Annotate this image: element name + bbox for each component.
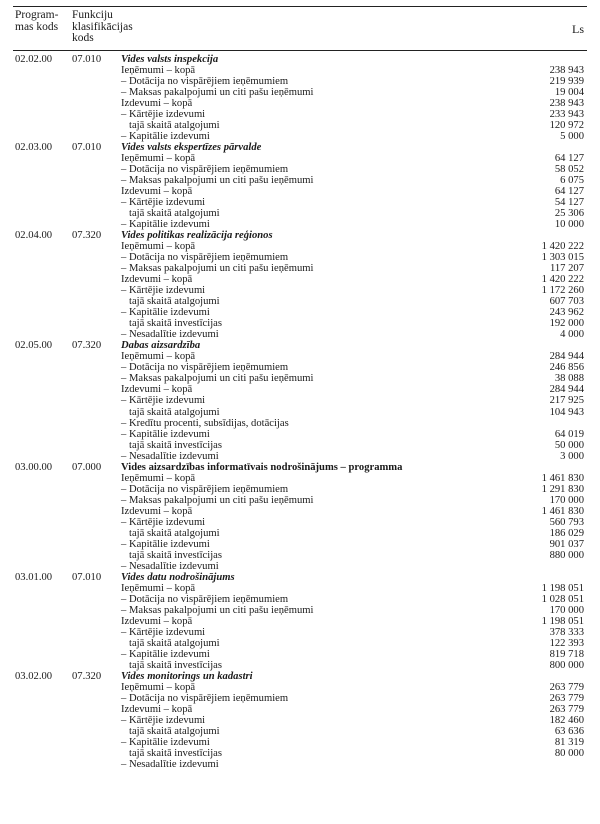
program-code: 02.05.00 (15, 340, 53, 352)
line-label: tajā skaitā investīcijas (129, 439, 222, 451)
budget-line (0, 715, 600, 726)
budget-line (0, 296, 600, 307)
line-label: – Maksas pakalpojumi un citi pašu ieņēmumi (121, 263, 314, 275)
budget-line (0, 164, 600, 175)
line-value: 170 000 (549, 604, 584, 616)
line-label: Izdevumi – kopā (121, 384, 193, 396)
program-code: 03.01.00 (15, 571, 53, 583)
line-value: 607 703 (549, 296, 584, 308)
line-label: tajā skaitā investīcijas (129, 659, 222, 671)
line-value: 64 019 (554, 428, 584, 440)
line-label: – Nesadalītie izdevumi (121, 329, 219, 341)
section-title-row (0, 340, 600, 351)
budget-line (0, 495, 600, 506)
line-label: Izdevumi – kopā (121, 186, 193, 198)
line-value: 182 460 (549, 714, 584, 726)
line-label: Ieņēmumi – kopā (121, 65, 196, 77)
budget-line (0, 561, 600, 572)
line-value: 5 000 (560, 131, 584, 143)
line-label: – Maksas pakalpojumi un citi pašu ieņēmumi (121, 373, 314, 385)
line-label: – Dotācija no vispārējiem ieņēmumiem (121, 483, 289, 495)
budget-line (0, 120, 600, 131)
line-label: tajā skaitā investīcijas (129, 318, 222, 330)
line-label: tajā skaitā atalgojumi (129, 725, 220, 737)
line-value: 1 198 051 (541, 582, 584, 594)
budget-line (0, 263, 600, 274)
line-value: 1 028 051 (541, 593, 584, 605)
line-value: 1 420 222 (541, 274, 584, 286)
budget-table (0, 54, 600, 770)
line-value: 263 779 (549, 681, 584, 693)
section-title: Vides valsts ekspertīzes pārvalde (121, 142, 262, 154)
line-label: Izdevumi – kopā (121, 505, 193, 517)
budget-line (0, 395, 600, 406)
line-value: 25 306 (554, 208, 584, 220)
line-label: tajā skaitā atalgojumi (129, 208, 220, 220)
line-value: 122 393 (549, 637, 584, 649)
function-code: 07.320 (72, 230, 102, 242)
line-value: 284 944 (549, 351, 584, 363)
line-value: 6 075 (560, 175, 584, 187)
budget-line (0, 153, 600, 164)
line-value: 64 127 (554, 186, 584, 198)
budget-line (0, 418, 600, 429)
budget-line (0, 616, 600, 627)
budget-line (0, 693, 600, 704)
line-label: tajā skaitā atalgojumi (129, 296, 220, 308)
budget-line (0, 682, 600, 693)
line-value: 80 000 (554, 747, 584, 759)
line-label: – Nesadalītie izdevumi (121, 560, 219, 572)
budget-line (0, 351, 600, 362)
section-title: Vides valsts inspekcija (121, 54, 219, 65)
function-code: 07.000 (72, 461, 102, 473)
line-value: 63 636 (554, 725, 584, 737)
top-rule (13, 6, 587, 7)
budget-line (0, 384, 600, 395)
section-title: Vides monitorings un kadastri (121, 670, 253, 682)
line-label: – Kārtējie izdevumi (121, 285, 206, 297)
line-label: – Maksas pakalpojumi un citi pašu ieņēmumi (121, 87, 314, 99)
section-title-row (0, 462, 600, 473)
line-value: 117 207 (549, 263, 584, 275)
line-label: Ieņēmumi – kopā (121, 241, 196, 253)
line-label: – Kapitālie izdevumi (121, 219, 210, 231)
section-title-row (0, 230, 600, 241)
function-code: 07.320 (72, 670, 102, 682)
line-value: 50 000 (554, 439, 584, 451)
line-value: 186 029 (549, 527, 584, 539)
line-label: – Kārtējie izdevumi (121, 626, 206, 638)
program-code: 03.00.00 (15, 461, 53, 473)
program-code: 02.04.00 (15, 230, 53, 242)
line-value: 378 333 (549, 626, 584, 638)
line-value: 120 972 (549, 120, 584, 132)
budget-line (0, 362, 600, 373)
line-value: 58 052 (554, 164, 584, 176)
line-value: 800 000 (549, 659, 584, 671)
line-label: – Kārtējie izdevumi (121, 395, 206, 407)
budget-line (0, 186, 600, 197)
budget-line (0, 208, 600, 219)
budget-line (0, 241, 600, 252)
line-value: 19 004 (554, 87, 584, 99)
budget-line (0, 329, 600, 340)
budget-line (0, 175, 600, 186)
line-value: 243 962 (549, 307, 584, 319)
line-label: – Kapitālie izdevumi (121, 648, 210, 660)
budget-line (0, 660, 600, 671)
line-value: 1 461 830 (541, 505, 584, 517)
line-label: tajā skaitā atalgojumi (129, 637, 220, 649)
program-code: 03.02.00 (15, 670, 53, 682)
budget-line (0, 98, 600, 109)
budget-line (0, 252, 600, 263)
budget-line (0, 539, 600, 550)
line-label: tajā skaitā atalgojumi (129, 406, 220, 418)
line-label: Izdevumi – kopā (121, 274, 193, 286)
program-code: 02.03.00 (15, 142, 53, 154)
budget-line (0, 109, 600, 120)
line-value: 284 944 (549, 384, 584, 396)
section-title: Vides politikas realizācija reģionos (121, 230, 273, 242)
line-label: – Kārtējie izdevumi (121, 109, 206, 121)
budget-line (0, 649, 600, 660)
line-value: 104 943 (549, 406, 584, 418)
section-title: Vides aizsardzības informatīvais nodrošinājums – programma (121, 461, 403, 473)
line-label: – Kārtējie izdevumi (121, 197, 206, 209)
line-value: 1 303 015 (541, 252, 584, 264)
budget-line (0, 517, 600, 528)
line-value: 560 793 (549, 516, 584, 528)
function-code: 07.010 (72, 54, 102, 65)
line-label: Izdevumi – kopā (121, 98, 193, 110)
budget-line (0, 583, 600, 594)
budget-line (0, 307, 600, 318)
line-label: – Dotācija no vispārējiem ieņēmumiem (121, 76, 289, 88)
line-value: 4 000 (560, 329, 584, 341)
budget-line (0, 429, 600, 440)
line-value: 880 000 (549, 549, 584, 561)
line-value: 1 172 260 (541, 285, 584, 297)
budget-line (0, 274, 600, 285)
line-label: tajā skaitā investīcijas (129, 747, 222, 759)
line-label: – Kapitālie izdevumi (121, 538, 210, 550)
line-label: – Dotācija no vispārējiem ieņēmumiem (121, 252, 289, 264)
line-label: Ieņēmumi – kopā (121, 582, 196, 594)
budget-line (0, 726, 600, 737)
section-title-row (0, 671, 600, 682)
budget-line (0, 285, 600, 296)
budget-line (0, 65, 600, 76)
budget-line (0, 407, 600, 418)
budget-line (0, 737, 600, 748)
line-value: 54 127 (554, 197, 584, 209)
function-code: 07.010 (72, 571, 102, 583)
section-title: Vides datu nodrošinājums (121, 571, 235, 583)
program-code: 02.02.00 (15, 54, 53, 65)
line-value: 192 000 (549, 318, 584, 330)
budget-line (0, 638, 600, 649)
line-value: 263 779 (549, 703, 584, 715)
line-value: 217 925 (549, 395, 584, 407)
line-label: tajā skaitā atalgojumi (129, 527, 220, 539)
budget-line (0, 594, 600, 605)
budget-line (0, 131, 600, 142)
budget-line (0, 506, 600, 517)
line-label: – Dotācija no vispārējiem ieņēmumiem (121, 593, 289, 605)
line-label: Ieņēmumi – kopā (121, 472, 196, 484)
line-label: Ieņēmumi – kopā (121, 153, 196, 165)
budget-line (0, 528, 600, 539)
line-label: – Kapitālie izdevumi (121, 307, 210, 319)
line-value: 819 718 (549, 648, 584, 660)
line-label: – Dotācija no vispārējiem ieņēmumiem (121, 692, 289, 704)
budget-line (0, 197, 600, 208)
budget-line (0, 219, 600, 230)
line-value: 219 939 (549, 76, 584, 88)
line-label: – Nesadalītie izdevumi (121, 450, 219, 462)
line-label: Izdevumi – kopā (121, 615, 193, 627)
section-title-row (0, 142, 600, 153)
line-value: 1 198 051 (541, 615, 584, 627)
budget-line (0, 473, 600, 484)
header-function-code: Funkciju klasifikācijas kods (72, 9, 133, 44)
line-value: 263 779 (549, 692, 584, 704)
function-code: 07.320 (72, 340, 102, 352)
budget-line (0, 87, 600, 98)
line-label: – Kārtējie izdevumi (121, 516, 206, 528)
line-value: 3 000 (560, 450, 584, 462)
line-label: – Kapitālie izdevumi (121, 736, 210, 748)
line-value: 170 000 (549, 494, 584, 506)
line-value: 246 856 (549, 362, 584, 374)
budget-line (0, 440, 600, 451)
budget-line (0, 484, 600, 495)
budget-line (0, 550, 600, 561)
line-label: – Dotācija no vispārējiem ieņēmumiem (121, 362, 289, 374)
line-value: 233 943 (549, 109, 584, 121)
line-value: 238 943 (549, 98, 584, 110)
line-label: – Kredītu procenti, subsīdijas, dotācijas (121, 417, 289, 429)
budget-line (0, 76, 600, 87)
section-title-row (0, 572, 600, 583)
header-program-code: Program- mas kods (15, 9, 59, 33)
line-label: Ieņēmumi – kopā (121, 681, 196, 693)
line-label: – Nesadalītie izdevumi (121, 759, 219, 770)
line-value: 10 000 (554, 219, 584, 231)
budget-line (0, 704, 600, 715)
function-code: 07.010 (72, 142, 102, 154)
line-label: – Kapitālie izdevumi (121, 428, 210, 440)
header-rule (13, 50, 587, 51)
line-label: – Kārtējie izdevumi (121, 714, 206, 726)
line-value: 1 420 222 (541, 241, 584, 253)
line-label: – Maksas pakalpojumi un citi pašu ieņēmumi (121, 175, 314, 187)
section-title-row (0, 54, 600, 65)
line-value: 81 319 (554, 736, 584, 748)
line-value: 1 291 830 (541, 483, 584, 495)
line-label: – Maksas pakalpojumi un citi pašu ieņēmumi (121, 604, 314, 616)
section-title: Dabas aizsardzība (121, 340, 201, 352)
budget-line (0, 627, 600, 638)
line-value: 901 037 (549, 538, 584, 550)
line-value: 38 088 (554, 373, 584, 385)
line-label: Izdevumi – kopā (121, 703, 193, 715)
line-label: – Dotācija no vispārējiem ieņēmumiem (121, 164, 289, 176)
line-label: tajā skaitā investīcijas (129, 549, 222, 561)
line-value: 238 943 (549, 65, 584, 77)
line-label: Ieņēmumi – kopā (121, 351, 196, 363)
budget-line (0, 759, 600, 770)
line-label: – Kapitālie izdevumi (121, 131, 210, 143)
line-label: – Maksas pakalpojumi un citi pašu ieņēmumi (121, 494, 314, 506)
budget-line (0, 451, 600, 462)
line-value: 64 127 (554, 153, 584, 165)
header-currency-unit: Ls (572, 22, 584, 36)
line-label: tajā skaitā atalgojumi (129, 120, 220, 132)
budget-line (0, 318, 600, 329)
budget-line (0, 373, 600, 384)
budget-line (0, 748, 600, 759)
line-value: 1 461 830 (541, 472, 584, 484)
budget-line (0, 605, 600, 616)
